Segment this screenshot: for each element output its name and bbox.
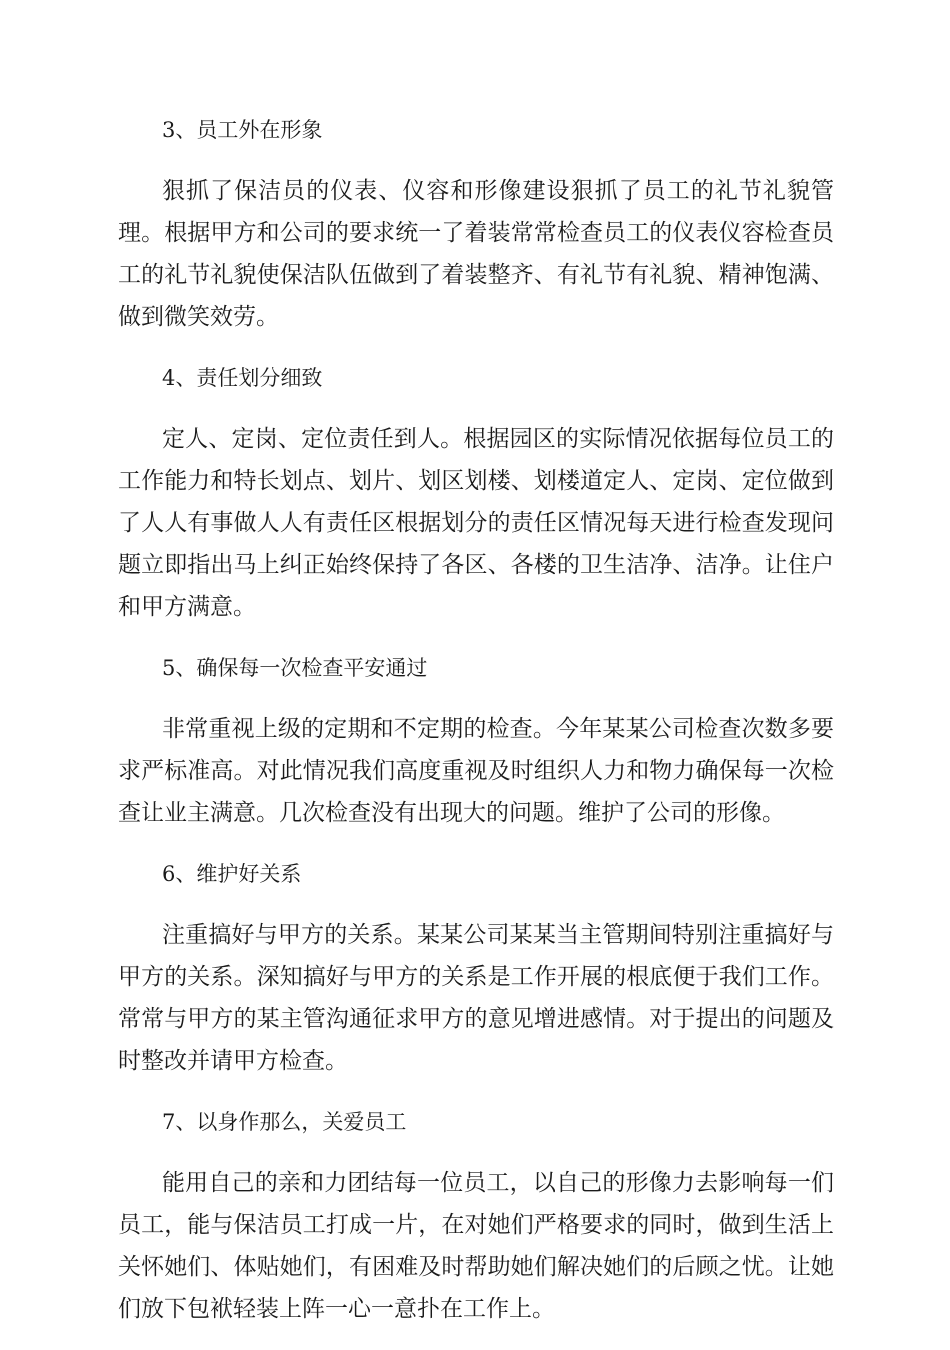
section-paragraph-5: 非常重视上级的定期和不定期的检查。今年某某公司检查次数多要求严标准高。对此情况我们高度重视及时组织人力和物力确保每一次检查让业主满意。几次检查没有出现大的问题。维护了公司的形像。 bbox=[118, 716, 834, 826]
section-paragraph-6: 注重搞好与甲方的关系。某某公司某某当主管期间特别注重搞好与甲方的关系。深知搞好与甲方的关系是工作开展的根底便于我们工作。常常与甲方的某主管沟通征求甲方的意见增进感情。对于提出的问题及时整改并请甲方检查。 bbox=[118, 922, 834, 1074]
section-paragraph-7: 能用自己的亲和力团结每一位员工，以自己的形像力去影响每一们员工，能与保洁员工打成一片，在对她们严格要求的同时，做到生活上关怀她们、体贴她们，有困难及时帮助她们解决她们的后顾之忧。让她们放下包袱轻装上阵一心一意扑在工作上。 bbox=[118, 1170, 834, 1322]
section-heading-7: 7、以身作那么，关爱员工 bbox=[162, 1110, 407, 1134]
section-heading-6: 6、维护好关系 bbox=[162, 862, 302, 886]
section-heading-5: 5、确保每一次检查平安通过 bbox=[162, 656, 428, 680]
document-body bbox=[118, 110, 834, 1350]
section-heading-3: 3、员工外在形象 bbox=[162, 118, 323, 142]
section-paragraph-3: 狠抓了保洁员的仪表、仪容和形像建设狠抓了员工的礼节礼貌管理。根据甲方和公司的要求统一了着装常常检查员工的仪表仪容检查员工的礼节礼貌使保洁队伍做到了着装整齐、有礼节有礼貌、精神饱满、做到微笑效劳。 bbox=[118, 178, 834, 330]
section-heading-4: 4、责任划分细致 bbox=[162, 366, 323, 390]
section-paragraph-4: 定人、定岗、定位责任到人。根据园区的实际情况依据每位员工的工作能力和特长划点、划片、划区划楼、划楼道定人、定岗、定位做到了人人有事做人人有责任区根据划分的责任区情况每天进行检查发现问题立即指出马上纠正始终保持了各区、各楼的卫生洁净、洁净。让住户和甲方满意。 bbox=[118, 426, 834, 620]
